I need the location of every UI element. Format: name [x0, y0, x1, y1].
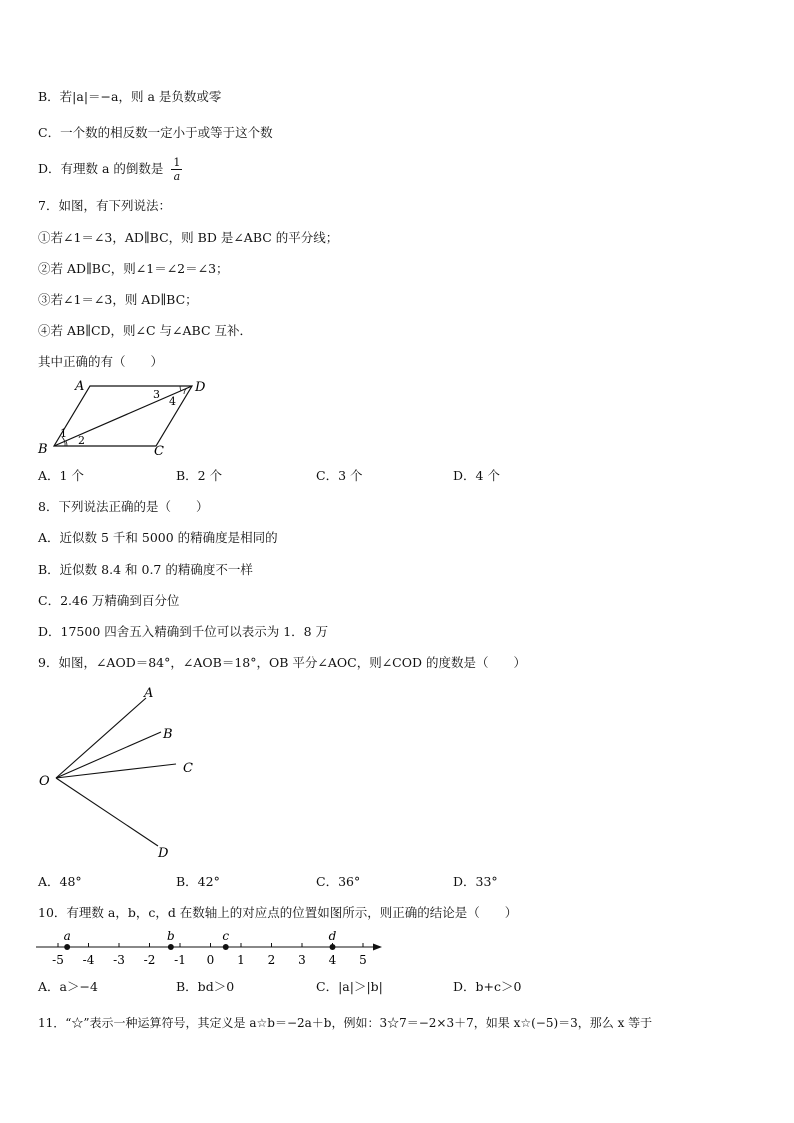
q7-option-d: D．4 个	[453, 468, 500, 483]
q8-option-a: A．近似数 5 千和 5000 的精确度是相同的	[38, 530, 278, 545]
label-b: B	[38, 442, 48, 457]
point-c	[223, 944, 229, 950]
q9-option-a: A．48°	[38, 874, 82, 889]
label-angle-3: 3	[153, 388, 160, 401]
q11-stem: 11．“☆”表示一种运算符号，其定义是 a☆b＝−2a＋b，例如：3☆7＝−2×3＋7，如果 x☆(−5)＝3，那么 x 等于	[38, 1016, 653, 1030]
axis-arrow-icon	[373, 944, 382, 951]
q7-parallelogram-figure	[32, 374, 222, 458]
label-angle-4: 4	[169, 395, 176, 408]
tick-label: 3	[298, 953, 306, 967]
label-b: B	[163, 727, 173, 742]
label-o: O	[39, 774, 50, 789]
point-label-a: a	[63, 929, 71, 943]
q7-statement-3: ③若∠1＝∠3，则 AD∥BC；	[38, 292, 198, 307]
ray-ob	[56, 732, 161, 778]
q7-option-c: C．3 个	[316, 468, 363, 483]
tick-label: 0	[206, 953, 215, 967]
ray-oa	[56, 698, 146, 778]
q9-angle-figure	[34, 684, 204, 860]
fraction-numerator: 1	[173, 156, 181, 169]
q7-statement-4: ④若 AB∥CD，则∠C 与∠ABC 互补．	[38, 323, 253, 338]
tick-label: -3	[113, 953, 125, 967]
q8-stem: 8．下列说法正确的是（ ）	[38, 499, 209, 514]
tick-label: -2	[143, 953, 156, 967]
label-angle-2: 2	[78, 434, 85, 447]
ray-od	[56, 778, 158, 846]
q6-option-d-text: D．有理数 a 的倒数是	[38, 161, 164, 176]
point-label-b: b	[167, 929, 175, 943]
tick-label: 1	[237, 953, 245, 967]
label-a: A	[75, 379, 85, 394]
tick-label: 2	[267, 953, 276, 967]
q7-stem: 7．如图，有下列说法：	[38, 198, 171, 213]
label-c: C	[154, 444, 164, 458]
tick-label: -1	[174, 953, 186, 967]
fraction-denominator: a	[173, 170, 181, 183]
q7-option-b: B．2 个	[176, 468, 223, 483]
q6-option-b: B．若|a|＝−a，则 a 是负数或零	[38, 89, 222, 104]
ray-oc	[56, 764, 176, 778]
q9-option-d: D．33°	[453, 874, 498, 889]
q9-stem: 9．如图，∠AOD＝84°，∠AOB＝18°，OB 平分∠AOC，则∠COD 的度数是（ ）	[38, 655, 526, 670]
q8-option-b: B．近似数 8.4 和 0.7 的精确度不一样	[38, 562, 253, 577]
label-c: C	[183, 761, 193, 776]
label-a: A	[144, 686, 154, 701]
label-d: D	[158, 846, 169, 860]
q9-option-b: B．42°	[176, 874, 220, 889]
q8-option-d: D．17500 四舍五入精确到千位可以表示为 1．8 万	[38, 624, 329, 639]
q7-statement-1: ①若∠1＝∠3，AD∥BC，则 BD 是∠ABC 的平分线；	[38, 230, 339, 245]
tick-label: -5	[52, 953, 64, 967]
label-angle-1: 1	[60, 427, 67, 440]
angle-3-arc	[180, 386, 181, 391]
q10-stem: 10．有理数 a，b，c，d 在数轴上的对应点的位置如图所示，则正确的结论是（ ）	[38, 905, 518, 920]
tick-label: 4	[328, 953, 337, 967]
label-d: D	[195, 380, 206, 395]
q6-option-c: C．一个数的相反数一定小于或等于这个数	[38, 125, 273, 140]
angle-2-arc	[66, 441, 67, 446]
point-a	[64, 944, 70, 950]
q7-statement-2: ②若 AD∥BC，则∠1＝∠2＝∠3；	[38, 261, 229, 276]
q9-option-c: C．36°	[316, 874, 361, 889]
q10-option-c: C．|a|＞|b|	[316, 979, 383, 994]
q10-option-b: B．bd＞0	[176, 979, 235, 994]
q10-number-line	[30, 926, 390, 972]
q7-question: 其中正确的有（ ）	[38, 354, 164, 369]
q8-option-c: C．2.46 万精确到百分位	[38, 593, 180, 608]
q7-option-a: A．1 个	[38, 468, 84, 483]
q6-option-d	[38, 156, 182, 183]
tick-label: 5	[359, 953, 367, 967]
point-b	[168, 944, 174, 950]
tick-label: -4	[82, 953, 95, 967]
fraction-1-over-a	[171, 156, 182, 183]
q10-option-d: D．b+c＞0	[453, 979, 522, 994]
q10-option-a: A．a＞−4	[38, 979, 98, 994]
point-label-c: c	[222, 929, 230, 943]
point-label-d: d	[328, 929, 337, 943]
point-d	[330, 944, 336, 950]
